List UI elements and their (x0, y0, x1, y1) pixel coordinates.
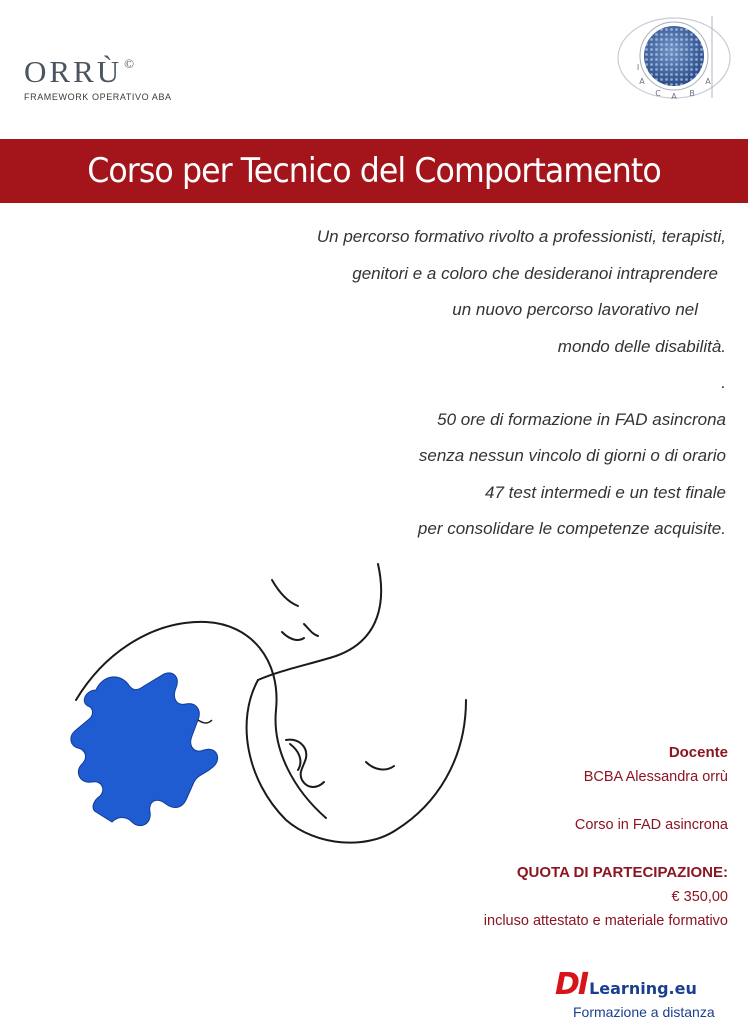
description-line: 50 ore di formazione in FAD asincrona (437, 409, 726, 429)
brand-subtitle: FRAMEWORK OPERATIVO ABA (24, 92, 172, 102)
logo-letter: A (705, 77, 711, 86)
course-mode: Corso in FAD asincrona (574, 817, 728, 833)
orru-brand-logo (24, 46, 172, 102)
logo-letter: B (689, 89, 695, 98)
logo-letter: I (636, 63, 640, 72)
teacher-label: Docente (668, 744, 728, 761)
course-info (398, 741, 728, 933)
description-line: genitori e a coloro che desideranoi intraprendere (352, 263, 718, 283)
fee-amount: € 350,00 (671, 889, 728, 905)
copyright-mark: © (124, 56, 135, 71)
dilearning-logo (555, 967, 735, 1020)
course-title: Corso per Tecnico del Comportamento (87, 151, 661, 191)
fee-note: incluso attestato e materiale formativo (483, 913, 728, 929)
description-line: per consolidare le competenze acquisite. (417, 519, 726, 538)
teacher-name: BCBA Alessandra orrù (583, 769, 728, 785)
logo-letter: A (639, 77, 645, 86)
logo-letter: C (655, 89, 661, 98)
description-line: Un percorso formativo rivolto a professionisti, terapisti, (316, 227, 726, 246)
brand-name: ORRÙ © (24, 54, 135, 89)
puzzle-piece-icon (71, 673, 218, 826)
dilearning-tagline: Formazione a distanza (573, 1004, 715, 1020)
iacaba-globe-logo (614, 12, 740, 104)
fee-label: QUOTA DI PARTECIPAZIONE: (516, 864, 728, 881)
logo-letter: A (671, 92, 677, 101)
description-line: . (721, 373, 726, 392)
dilearning-name: Learning.eu (589, 979, 697, 998)
description-line: un nuovo percorso lavorativo nel (452, 300, 698, 319)
description-line: senza nessun vincolo di giorni o di orario (418, 446, 726, 465)
dilearning-di: DI (555, 967, 588, 1002)
title-banner (0, 139, 748, 203)
description-line: mondo delle disabilità. (557, 336, 726, 356)
description-line: 47 test intermedi e un test finale (485, 482, 726, 502)
course-description (206, 219, 726, 548)
